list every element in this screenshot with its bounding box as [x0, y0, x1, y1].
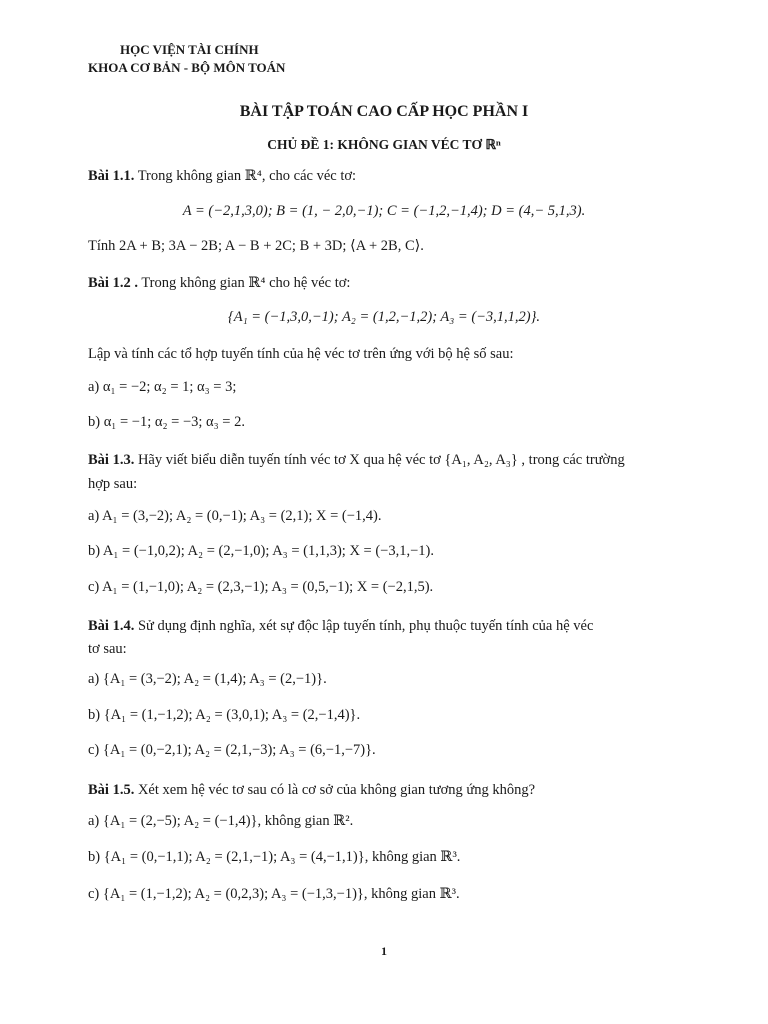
- exercise-text: Trong không gian ℝ⁴ cho hệ véc tơ:: [141, 275, 351, 291]
- exercise-1-3-part-a: a) A₁ = (3,−2); A₂ = (0,−1); A₃ = (2,1); X = (−1,4).: [88, 508, 382, 524]
- exercise-1-4-part-a: a) {A₁ = (3,−2); A₂ = (1,4); A₃ = (2,−1)}.: [88, 671, 327, 687]
- exercise-label: Bài 1.5.: [88, 782, 135, 798]
- exercise-1-2-part-b: b) α₁ = −1; α₂ = −3; α₃ = 2.: [88, 414, 245, 430]
- exercise-label: Bài 1.3.: [88, 452, 135, 468]
- department-name: KHOA CƠ BẢN - BỘ MÔN TOÁN: [88, 60, 286, 75]
- exercise-text: Hãy viết biểu diễn tuyến tính véc tơ X qua hệ véc tơ {A₁, A₂, A₃} , trong các trường: [137, 452, 625, 468]
- exercise-1-1-statement: [88, 168, 356, 185]
- exercise-1-3-statement: [88, 452, 625, 469]
- exercise-1-3-statement-cont: hợp sau:: [88, 476, 138, 492]
- exercise-1-4-part-b: b) {A₁ = (1,−1,2); A₂ = (3,0,1); A₃ = (2,−1,4)}.: [88, 707, 361, 723]
- institution-name: HỌC VIỆN TÀI CHÍNH: [120, 42, 259, 57]
- exercise-1-4-part-c: c) {A₁ = (0,−2,1); A₂ = (2,1,−3); A₃ = (6,−1,−7)}.: [88, 742, 376, 758]
- exercise-1-4-statement-cont: tơ sau:: [88, 641, 127, 657]
- document-title: BÀI TẬP TOÁN CAO CẤP HỌC PHẦN I: [239, 103, 529, 120]
- topic-subtitle: CHỦ ĐỀ 1: KHÔNG GIAN VÉC TƠ ℝⁿ: [267, 137, 501, 152]
- exercise-1-3-part-c: c) A₁ = (1,−1,0); A₂ = (2,3,−1); A₃ = (0,5,−1); X = (−2,1,5).: [88, 579, 434, 595]
- exercise-1-5-part-c: c) {A₁ = (1,−1,2); A₂ = (0,2,3); A₃ = (−1,3,−1)}, không gian ℝ³.: [88, 886, 460, 902]
- exercise-1-5-statement: [88, 782, 535, 799]
- exercise-1-2-system: {A₁ = (−1,3,0,−1); A₂ = (1,2,−1,2); A₃ = (−3,1,1,2)}.: [227, 309, 541, 325]
- exercise-text: Xét xem hệ véc tơ sau có là cơ sở của không gian tương ứng không?: [137, 782, 536, 798]
- exercise-1-2-statement: [88, 275, 350, 292]
- page-number: 1: [381, 944, 387, 958]
- exercise-text: Trong không gian ℝ⁴, cho các véc tơ:: [137, 168, 357, 184]
- exercise-1-2-task: Lập và tính các tổ hợp tuyến tính của hệ véc tơ trên ứng với bộ hệ số sau:: [88, 346, 514, 362]
- exercise-1-3-part-b: b) A₁ = (−1,0,2); A₂ = (2,−1,0); A₃ = (1,1,3); X = (−3,1,−1).: [88, 543, 434, 559]
- exercise-label: Bài 1.2 .: [88, 275, 138, 291]
- exercise-1-1-task: Tính 2A + B; 3A − 2B; A − B + 2C; B + 3D; ⟨A + 2B, C⟩.: [88, 238, 424, 254]
- exercise-1-1-vectors: A = (−2,1,3,0); B = (1, − 2,0,−1); C = (−1,2,−1,4); D = (4,− 5,1,3).: [182, 203, 586, 219]
- exercise-1-2-part-a: a) α₁ = −2; α₂ = 1; α₃ = 3;: [88, 379, 237, 395]
- exercise-1-5-part-a: a) {A₁ = (2,−5); A₂ = (−1,4)}, không gian ℝ².: [88, 813, 354, 829]
- exercise-label: Bài 1.1.: [88, 168, 135, 184]
- exercise-1-4-statement: [88, 618, 593, 635]
- exercise-1-5-part-b: b) {A₁ = (0,−1,1); A₂ = (2,1,−1); A₃ = (4,−1,1)}, không gian ℝ³.: [88, 849, 461, 865]
- exercise-text: Sử dụng định nghĩa, xét sự độc lập tuyến tính, phụ thuộc tuyến tính của hệ véc: [137, 618, 594, 634]
- exercise-label: Bài 1.4.: [88, 618, 135, 634]
